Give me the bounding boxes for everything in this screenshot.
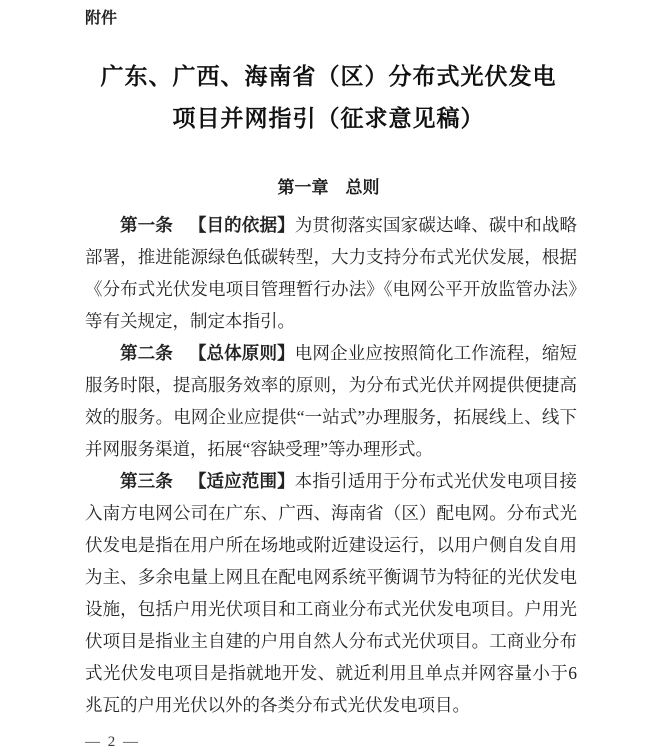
attachment-label: 附件 xyxy=(85,10,118,27)
document-page xyxy=(0,8,657,753)
article-3 xyxy=(85,465,577,721)
article-3-tag: 【适应范围】 xyxy=(188,471,295,491)
article-2-number: 第二条 xyxy=(120,343,173,363)
article-3-number: 第三条 xyxy=(120,471,173,491)
article-1-tag: 【目的依据】 xyxy=(188,215,295,235)
article-3-text: 本指引适用于分布式光伏发电项目接入南方电网公司在广东、广西、海南省（区）配电网。分布式光伏发电是指在用户所在场地或附近建设运行，以用户侧自发自用为主、多余电量上网且在配电网系统平衡调节为特征的光伏发电设施，包括户用光伏项目和工商业分布式光伏发电项目。户用光伏项目是指业主自建的户用自然人分布式光伏项目。工商业分布式光伏发电项目是指就地开发、就近利用且单点并网容量小于6兆瓦的户用光伏以外的各类分布式光伏发电项目。 xyxy=(85,471,578,715)
article-1-text: 为贯彻落实国家碳达峰、碳中和战略部署，推进能源绿色低碳转型，大力支持分布式光伏发展，根据《分布式光伏发电项目管理暂行办法》《电网公平开放监管办法》等有关规定，制定本指引。 xyxy=(85,215,578,331)
article-1 xyxy=(85,209,577,337)
document-title-line1: 广东、广西、海南省（区）分布式光伏发电 xyxy=(100,64,557,89)
document-title-line2: 项目并网指引（征求意见稿） xyxy=(172,106,485,131)
page-number: — 2 — xyxy=(85,734,140,750)
chapter-heading: 第一章 总则 xyxy=(277,178,380,197)
document-title xyxy=(0,56,657,140)
article-2-text: 电网企业应按照简化工作流程，缩短服务时限，提高服务效率的原则，为分布式光伏并网提供便捷高效的服务。电网企业应提供“一站式”办理服务，拓展线上、线下并网服务渠道，拓展“容缺受理”等办理形式。 xyxy=(85,343,578,459)
document-body xyxy=(85,209,577,721)
article-2-tag: 【总体原则】 xyxy=(188,343,295,363)
article-2 xyxy=(85,337,577,465)
article-1-number: 第一条 xyxy=(120,215,173,235)
